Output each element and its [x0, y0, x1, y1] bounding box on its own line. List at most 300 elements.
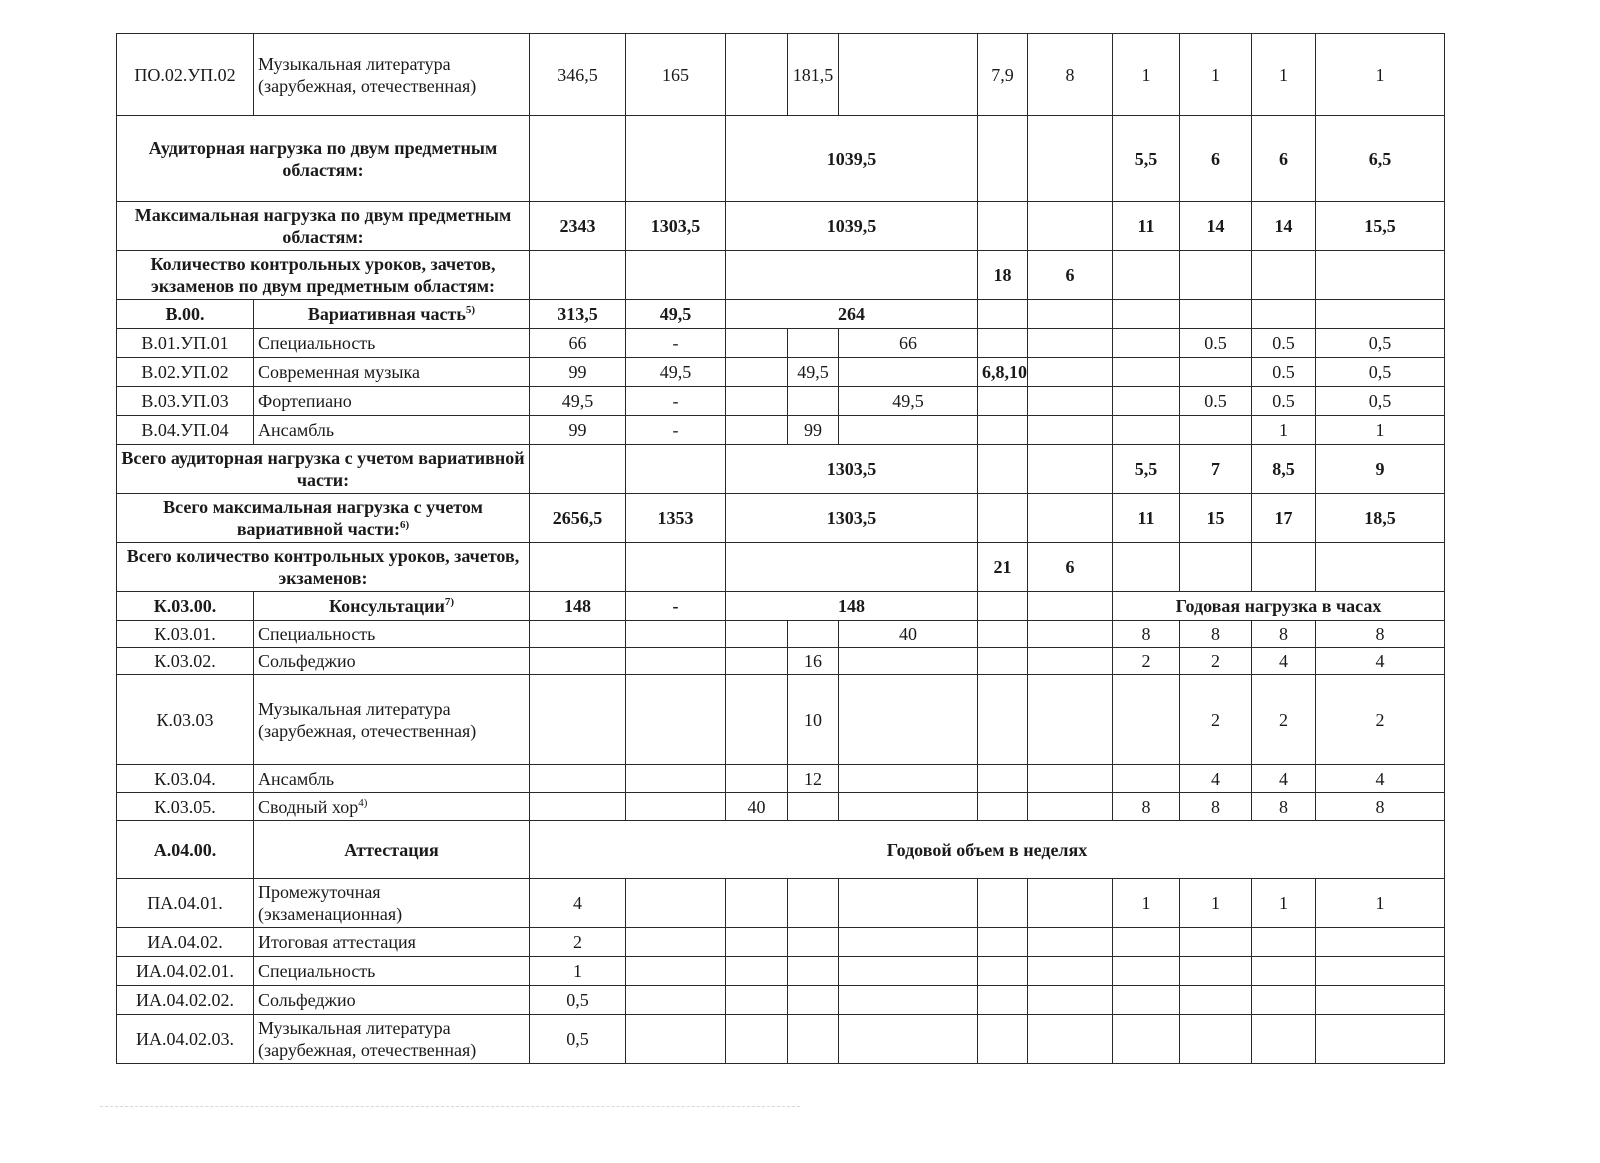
- cell-text: Сольфеджио: [258, 651, 356, 671]
- row-code: [117, 765, 254, 793]
- cell-text: 5,5: [1134, 459, 1158, 479]
- table-cell: [726, 1015, 788, 1064]
- table-cell: [530, 879, 626, 928]
- table-cell: [1028, 329, 1113, 358]
- table-cell: [726, 416, 788, 445]
- cell-text: 2: [1279, 709, 1288, 730]
- grade-cell: [1316, 116, 1445, 202]
- cell-text: Аттестация: [344, 839, 439, 860]
- cell-text: В.00.: [165, 304, 205, 324]
- table-cell: [626, 416, 726, 445]
- table-cell: [1028, 928, 1113, 957]
- cell-text: 0.5: [1272, 333, 1295, 353]
- cell-text: Максимальная нагрузка по двум предметным областям:: [134, 205, 512, 247]
- row-code: [117, 675, 254, 765]
- grade-cell: [1180, 300, 1252, 329]
- grade-cell: [1316, 445, 1445, 494]
- cell-text: 0,5: [1368, 362, 1392, 382]
- row-name: [254, 621, 530, 648]
- cell-text: ПО.02.УП.02: [134, 64, 236, 85]
- table-cell: [626, 986, 726, 1015]
- grade-cell: [1113, 879, 1180, 928]
- row-name: [254, 765, 530, 793]
- cell-text: Всего количество контрольных уроков, зачетов, экзаменов:: [126, 546, 520, 588]
- cell-text: Ансамбль: [258, 420, 335, 440]
- grade-cell: [1113, 445, 1180, 494]
- table-cell: [978, 543, 1028, 592]
- cell-text: 8: [1065, 64, 1075, 85]
- row-code: [117, 928, 254, 957]
- cell-text: 8: [1279, 796, 1288, 817]
- table-cell: [626, 592, 726, 621]
- table-cell: [978, 793, 1028, 821]
- cell-text: 15: [1206, 508, 1225, 528]
- cell-text: 313,5: [557, 304, 598, 324]
- cell-text: 4: [1279, 651, 1288, 671]
- grade-cell: [1113, 543, 1180, 592]
- table-cell: [530, 445, 626, 494]
- table-cell: [1028, 1015, 1113, 1064]
- table-cell: [788, 1015, 839, 1064]
- table-row: [117, 592, 1445, 621]
- cell-text: 346,5: [557, 64, 598, 85]
- footnote-mark: 6): [400, 519, 410, 531]
- cell-text: 264: [838, 304, 865, 324]
- grade-cell: [1180, 416, 1252, 445]
- table-cell: [726, 445, 978, 494]
- grade-cell: [1180, 445, 1252, 494]
- cell-text: 148: [838, 596, 865, 616]
- table-cell: [726, 34, 788, 116]
- cell-text: -: [672, 420, 679, 440]
- table-cell: [626, 543, 726, 592]
- cell-text: ПА.04.01.: [147, 893, 223, 913]
- grade-cell: [1113, 116, 1180, 202]
- table-cell: [530, 543, 626, 592]
- cell-text: 14: [1274, 216, 1293, 236]
- grade-cell: [1252, 621, 1316, 648]
- table-cell: [978, 648, 1028, 675]
- table-cell: [626, 329, 726, 358]
- cell-text: 6: [1065, 557, 1075, 577]
- table-cell: [726, 202, 978, 251]
- table-cell: [839, 879, 978, 928]
- table-cell: [726, 592, 978, 621]
- section-code: [117, 300, 254, 329]
- table-row: [117, 928, 1445, 957]
- table-cell: [1028, 957, 1113, 986]
- cell-text: 2: [1211, 709, 1220, 730]
- grade-cell: [1113, 34, 1180, 116]
- row-name: [254, 879, 530, 928]
- cell-text: 17: [1274, 508, 1293, 528]
- cell-text: 5,5: [1134, 148, 1158, 169]
- grade-cell: [1316, 358, 1445, 387]
- grade-cell: [1113, 957, 1180, 986]
- cell-text: Количество контрольных уроков, зачетов, экзаменов по двум предметным областям:: [150, 254, 496, 296]
- row-code: [117, 957, 254, 986]
- table-cell: [626, 251, 726, 300]
- grade-cell: [1316, 34, 1445, 116]
- table-cell: [530, 494, 626, 543]
- cell-text: 18: [993, 265, 1012, 285]
- table-body: [117, 34, 1445, 1064]
- table-cell: [978, 116, 1028, 202]
- table-row: [117, 675, 1445, 765]
- table-cell: [726, 986, 788, 1015]
- section-code: [117, 821, 254, 879]
- annual-load-header: [1113, 592, 1445, 621]
- cell-text: Современная музыка: [258, 362, 420, 382]
- grade-cell: [1316, 387, 1445, 416]
- grade-cell: [1316, 765, 1445, 793]
- table-row: [117, 957, 1445, 986]
- cell-text: 1303,5: [826, 508, 877, 528]
- cell-text: 12: [804, 768, 822, 789]
- table-row: [117, 387, 1445, 416]
- cell-text: Консультации: [328, 596, 445, 616]
- cell-text: -: [672, 596, 679, 616]
- table-cell: [530, 416, 626, 445]
- row-label: [117, 251, 530, 300]
- grade-cell: [1180, 765, 1252, 793]
- grade-cell: [1316, 416, 1445, 445]
- table-cell: [1028, 202, 1113, 251]
- cell-text: 1: [1279, 893, 1288, 913]
- cell-text: 7,9: [991, 64, 1014, 85]
- cell-text: 49,5: [797, 362, 829, 382]
- cell-text: 1: [573, 961, 582, 981]
- table-cell: [978, 34, 1028, 116]
- table-row: [117, 879, 1445, 928]
- cell-text: 4: [1375, 651, 1385, 671]
- grade-cell: [1180, 494, 1252, 543]
- cell-text: 15,5: [1364, 216, 1396, 236]
- table-row: [117, 648, 1445, 675]
- table-cell: [626, 202, 726, 251]
- row-name: [254, 34, 530, 116]
- grade-cell: [1252, 358, 1316, 387]
- table-row: [117, 621, 1445, 648]
- cell-text: 6: [1065, 265, 1075, 285]
- row-name: [254, 986, 530, 1015]
- table-cell: [530, 300, 626, 329]
- cell-text: 1303,5: [650, 216, 701, 236]
- table-cell: [1028, 592, 1113, 621]
- table-cell: [530, 387, 626, 416]
- grade-cell: [1180, 957, 1252, 986]
- table-cell: [626, 494, 726, 543]
- cell-text: 18,5: [1364, 508, 1396, 528]
- cell-text: 49,5: [561, 391, 594, 411]
- table-cell: [1028, 416, 1113, 445]
- cell-text: 8: [1279, 624, 1288, 644]
- cell-text: 1039,5: [826, 216, 877, 236]
- table-cell: [726, 621, 788, 648]
- cell-text: В.04.УП.04: [141, 420, 229, 440]
- table-cell: [978, 358, 1028, 387]
- table-row: [117, 329, 1445, 358]
- table-cell: [978, 329, 1028, 358]
- table-row: [117, 251, 1445, 300]
- table-cell: [1028, 251, 1113, 300]
- grade-cell: [1252, 445, 1316, 494]
- cell-text: 1353: [657, 508, 694, 528]
- table-cell: [839, 765, 978, 793]
- table-cell: [1028, 765, 1113, 793]
- table-cell: [788, 675, 839, 765]
- cell-text: Промежуточная (экзаменационная): [258, 882, 403, 924]
- cell-text: 49,5: [892, 391, 924, 411]
- table-cell: [626, 675, 726, 765]
- table-cell: [626, 765, 726, 793]
- grade-cell: [1180, 879, 1252, 928]
- table-cell: [726, 957, 788, 986]
- cell-text: Годовой объем в неделях: [886, 839, 1088, 860]
- cell-text: 181,5: [792, 64, 834, 85]
- table-row: [117, 821, 1445, 879]
- cell-text: 1: [1211, 893, 1220, 913]
- grade-cell: [1180, 675, 1252, 765]
- grade-cell: [1180, 329, 1252, 358]
- table-cell: [726, 251, 978, 300]
- table-row: [117, 300, 1445, 329]
- row-name: [254, 358, 530, 387]
- grade-cell: [1252, 251, 1316, 300]
- row-code: [117, 1015, 254, 1064]
- row-code: [117, 416, 254, 445]
- row-code: [117, 358, 254, 387]
- cell-text: Ансамбль: [258, 768, 335, 789]
- cell-text: 21: [993, 557, 1012, 577]
- cell-text: 0.5: [1272, 391, 1295, 411]
- table-cell: [530, 675, 626, 765]
- table-cell: [978, 202, 1028, 251]
- cell-text: Всего аудиторная нагрузка с учетом вариативной части:: [121, 448, 525, 490]
- grade-cell: [1113, 928, 1180, 957]
- grade-cell: [1113, 675, 1180, 765]
- cell-text: 66: [899, 333, 917, 353]
- table-cell: [788, 358, 839, 387]
- cell-text: Специальность: [258, 961, 376, 981]
- table-cell: [626, 793, 726, 821]
- grade-cell: [1180, 986, 1252, 1015]
- cell-text: ИА.04.02.03.: [136, 1029, 234, 1049]
- cell-text: 4: [573, 893, 582, 913]
- table-cell: [788, 957, 839, 986]
- table-cell: [626, 1015, 726, 1064]
- grade-cell: [1113, 251, 1180, 300]
- row-label: [117, 445, 530, 494]
- section-code: [117, 592, 254, 621]
- grade-cell: [1252, 986, 1316, 1015]
- section-name: [254, 300, 530, 329]
- table-cell: [530, 202, 626, 251]
- table-cell: [788, 879, 839, 928]
- table-cell: [530, 34, 626, 116]
- grade-cell: [1180, 202, 1252, 251]
- table-cell: [1028, 387, 1113, 416]
- cell-text: Сольфеджио: [258, 990, 356, 1010]
- table-row: [117, 765, 1445, 793]
- grade-cell: [1252, 416, 1316, 445]
- table-row: [117, 34, 1445, 116]
- table-cell: [626, 879, 726, 928]
- cell-text: 8: [1141, 796, 1151, 817]
- table-cell: [530, 592, 626, 621]
- cell-text: 1: [1375, 64, 1385, 85]
- table-cell: [788, 986, 839, 1015]
- table-cell: [726, 675, 788, 765]
- section-name: [254, 821, 530, 879]
- cell-text: -: [672, 333, 679, 353]
- table-cell: [530, 116, 626, 202]
- row-code: [117, 648, 254, 675]
- row-code: [117, 986, 254, 1015]
- cell-text: 49,5: [659, 362, 692, 382]
- table-row: [117, 1015, 1445, 1064]
- grade-cell: [1252, 879, 1316, 928]
- table-cell: [788, 621, 839, 648]
- row-label: [117, 494, 530, 543]
- cell-text: -: [672, 391, 679, 411]
- grade-cell: [1113, 1015, 1180, 1064]
- table-cell: [626, 648, 726, 675]
- table-cell: [530, 251, 626, 300]
- footnote-mark: 4): [358, 796, 368, 809]
- cell-text: 2: [573, 932, 582, 952]
- row-code: [117, 329, 254, 358]
- grade-cell: [1180, 793, 1252, 821]
- grade-cell: [1316, 202, 1445, 251]
- cell-text: 40: [899, 624, 917, 644]
- grade-cell: [1252, 116, 1316, 202]
- grade-cell: [1316, 621, 1445, 648]
- grade-cell: [1316, 675, 1445, 765]
- section-name: [254, 592, 530, 621]
- table-cell: [726, 387, 788, 416]
- cell-text: 11: [1137, 216, 1155, 236]
- table-cell: [726, 494, 978, 543]
- cell-text: К.03.05.: [154, 796, 216, 817]
- cell-text: 1303,5: [826, 459, 877, 479]
- grade-cell: [1180, 358, 1252, 387]
- grade-cell: [1316, 300, 1445, 329]
- cell-text: В.01.УП.01: [141, 333, 229, 353]
- grade-cell: [1316, 928, 1445, 957]
- cell-text: 1: [1375, 893, 1385, 913]
- cell-text: 10: [804, 709, 822, 730]
- cell-text: Аудиторная нагрузка по двум предметным областям:: [148, 137, 498, 180]
- table-cell: [726, 543, 978, 592]
- cell-text: Вариативная часть: [307, 304, 466, 324]
- grade-cell: [1180, 116, 1252, 202]
- cell-text: 0,5: [1368, 391, 1392, 411]
- cell-text: К.03.00.: [153, 596, 217, 616]
- cell-text: 8: [1375, 796, 1385, 817]
- grade-cell: [1252, 543, 1316, 592]
- grade-cell: [1252, 648, 1316, 675]
- cell-text: Музыкальная литература (зарубежная, отечественная): [258, 698, 477, 741]
- cell-text: 1: [1141, 893, 1151, 913]
- cell-text: 1: [1211, 64, 1220, 85]
- cell-text: ИА.04.02.: [147, 932, 223, 952]
- grade-cell: [1316, 543, 1445, 592]
- table-cell: [839, 675, 978, 765]
- row-name: [254, 387, 530, 416]
- table-cell: [1028, 543, 1113, 592]
- table-cell: [839, 358, 978, 387]
- table-cell: [626, 34, 726, 116]
- grade-cell: [1252, 1015, 1316, 1064]
- table-cell: [839, 986, 978, 1015]
- cell-text: 4: [1211, 768, 1220, 789]
- table-cell: [788, 928, 839, 957]
- grade-cell: [1252, 329, 1316, 358]
- grade-cell: [1316, 1015, 1445, 1064]
- table-row: [117, 358, 1445, 387]
- table-cell: [978, 1015, 1028, 1064]
- table-cell: [626, 116, 726, 202]
- row-name: [254, 416, 530, 445]
- table-cell: [839, 793, 978, 821]
- cell-text: 66: [568, 333, 587, 353]
- cell-text: 2: [1375, 709, 1385, 730]
- table-cell: [1028, 358, 1113, 387]
- table-cell: [726, 329, 788, 358]
- grade-cell: [1252, 387, 1316, 416]
- table-cell: [530, 329, 626, 358]
- grade-cell: [1252, 793, 1316, 821]
- cell-text: 2656,5: [552, 508, 603, 528]
- table-cell: [530, 986, 626, 1015]
- table-cell: [978, 445, 1028, 494]
- table-cell: [788, 416, 839, 445]
- row-code: [117, 621, 254, 648]
- grade-cell: [1316, 986, 1445, 1015]
- table-cell: [839, 957, 978, 986]
- cell-text: 99: [568, 362, 587, 382]
- table-cell: [839, 1015, 978, 1064]
- grade-cell: [1180, 387, 1252, 416]
- cell-text: Музыкальная литература (зарубежная, отечественная): [258, 53, 477, 96]
- grade-cell: [1113, 387, 1180, 416]
- table-cell: [978, 765, 1028, 793]
- grade-cell: [1180, 648, 1252, 675]
- table-cell: [530, 928, 626, 957]
- table-cell: [726, 765, 788, 793]
- cell-text: К.03.04.: [154, 768, 216, 789]
- cell-text: 8: [1141, 624, 1151, 644]
- cell-text: Специальность: [258, 333, 376, 353]
- table-cell: [1028, 675, 1113, 765]
- table-cell: [1028, 986, 1113, 1015]
- row-name: [254, 329, 530, 358]
- grade-cell: [1252, 494, 1316, 543]
- table-cell: [839, 621, 978, 648]
- grade-cell: [1180, 543, 1252, 592]
- table-row: [117, 793, 1445, 821]
- row-name: [254, 793, 530, 821]
- row-code: [117, 387, 254, 416]
- cell-text: 9: [1375, 459, 1385, 479]
- table-row: [117, 202, 1445, 251]
- table-row: [117, 445, 1445, 494]
- table-cell: [788, 648, 839, 675]
- grade-cell: [1180, 251, 1252, 300]
- row-label: [117, 543, 530, 592]
- table-cell: [726, 300, 978, 329]
